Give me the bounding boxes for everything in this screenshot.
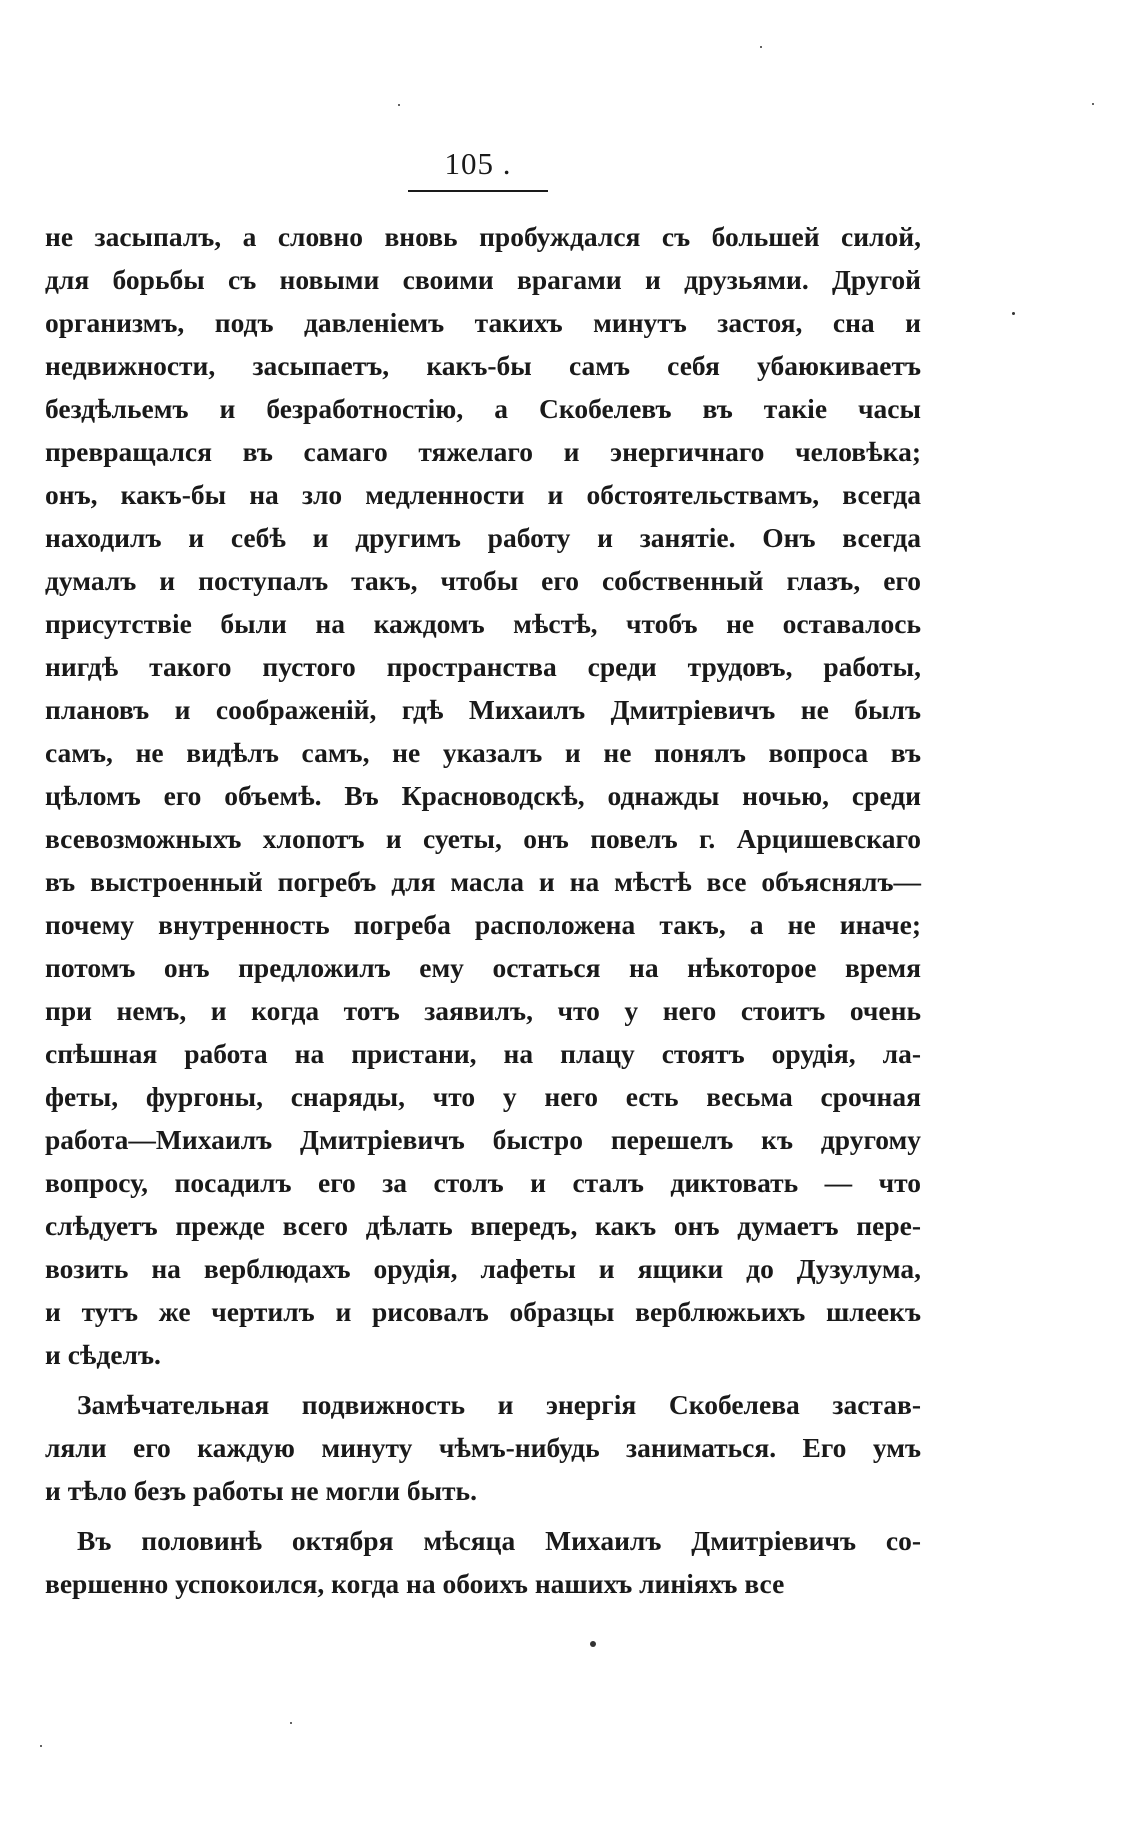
text-line: всевозможныхъ хлопотъ и суеты, онъ повелъ г. Арцишевскаго — [45, 823, 921, 854]
text-line: организмъ, подъ давленіемъ такихъ минутъ застоя, сна и — [45, 307, 921, 338]
page-header — [408, 146, 548, 182]
text-line: и тутъ же чертилъ и рисовалъ образцы верблюжьихъ шлеекъ — [45, 1296, 921, 1327]
text-line: потомъ онъ предложилъ ему остаться на нѣкоторое время — [45, 952, 921, 983]
text-line: самъ, не видѣлъ самъ, не указалъ и не понялъ вопроса въ — [45, 737, 921, 768]
paragraph — [45, 215, 921, 1376]
text-line: въ выстроенный погребъ для масла и на мѣстѣ все объяснялъ— — [45, 866, 921, 897]
text-line: почему внутренность погреба расположена такъ, а не иначе; — [45, 909, 921, 940]
page-body — [45, 215, 921, 1605]
text-line: присутствіе были на каждомъ мѣстѣ, чтобъ не оставалось — [45, 608, 921, 639]
scan-speck — [290, 1722, 292, 1724]
paragraph-gap — [45, 1512, 921, 1519]
text-line: ляли его каждую минуту чѣмъ-нибудь заниматься. Его умъ — [45, 1432, 921, 1463]
text-line: нигдѣ такого пустого пространства среди трудовъ, работы, — [45, 651, 921, 682]
scan-speck — [760, 46, 762, 48]
scan-speck — [590, 1641, 596, 1647]
text-line: вершенно успокоился, когда на обоихъ нашихъ линіяхъ все — [45, 1568, 785, 1599]
scan-speck — [398, 104, 400, 106]
text-line: при немъ, и когда тотъ заявилъ, что у него стоитъ очень — [45, 995, 921, 1026]
text-line: не засыпалъ, а словно вновь пробуждался съ большей силой, — [45, 221, 921, 252]
text-line: цѣломъ его объемѣ. Въ Красноводскѣ, однажды ночью, среди — [45, 780, 921, 811]
text-line: превращался въ самаго тяжелаго и энергичнаго человѣка; — [45, 436, 921, 467]
text-line: и тѣло безъ работы не могли быть. — [45, 1475, 477, 1506]
paragraph-gap — [45, 1376, 921, 1383]
paragraph — [45, 1383, 921, 1512]
text-line: онъ, какъ-бы на зло медленности и обстоятельствамъ, всегда — [45, 479, 921, 510]
scan-speck — [40, 1745, 42, 1747]
text-line: и сѣделъ. — [45, 1339, 161, 1370]
page-number: 105 . — [444, 146, 512, 181]
header-rule — [408, 190, 548, 192]
scan-speck — [1012, 312, 1015, 315]
text-line: феты, фургоны, снаряды, что у него есть весьма срочная — [45, 1081, 921, 1112]
text-line: недвижности, засыпаетъ, какъ-бы самъ себя убаюкиваетъ — [45, 350, 921, 381]
text-line: находилъ и себѣ и другимъ работу и занятіе. Онъ всегда — [45, 522, 921, 553]
text-line: слѣдуетъ прежде всего дѣлать впередъ, какъ онъ думаетъ пере- — [45, 1210, 921, 1241]
text-line: думалъ и поступалъ такъ, чтобы его собственный глазъ, его — [45, 565, 921, 596]
text-line: для борьбы съ новыми своими врагами и друзьями. Другой — [45, 264, 921, 295]
text-line: возить на верблюдахъ орудія, лафеты и ящики до Дузулума, — [45, 1253, 921, 1284]
text-line: Въ половинѣ октября мѣсяца Михаилъ Дмитріевичъ со- — [77, 1525, 921, 1556]
text-line: вопросу, посадилъ его за столъ и сталъ диктовать — что — [45, 1167, 921, 1198]
text-line: Замѣчательная подвижность и энергія Скобелева застав- — [77, 1389, 921, 1420]
text-line: бездѣльемъ и безработностію, а Скобелевъ въ такіе часы — [45, 393, 921, 424]
text-line: работа—Михаилъ Дмитріевичъ быстро перешелъ къ другому — [45, 1124, 921, 1155]
scan-speck — [1092, 103, 1094, 105]
text-line: плановъ и соображеній, гдѣ Михаилъ Дмитріевичъ не былъ — [45, 694, 921, 725]
text-line: спѣшная работа на пристани, на плацу стоятъ орудія, ла- — [45, 1038, 921, 1069]
paragraph — [45, 1519, 921, 1605]
